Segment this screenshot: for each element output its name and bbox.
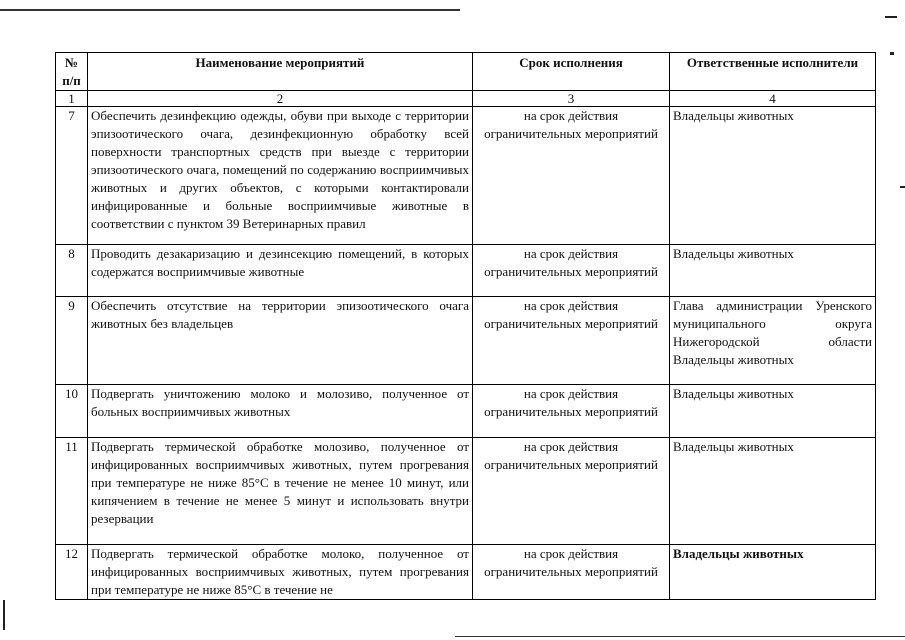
term-cell: на срок действия ограничительных мероприятий xyxy=(473,245,670,297)
measures-table xyxy=(55,52,876,600)
activity-cell: Подвергать термической обработке молозиво, полученное от инфицированных восприимчивых животных, путем прогревания при температуре не ниже 85°С в течение не менее 10 минут, или кипячением в течение не менее 5 минут и использовать внутри резервации xyxy=(88,438,473,545)
table-row xyxy=(56,297,876,385)
column-index-row xyxy=(56,91,876,107)
scan-speck-left xyxy=(3,600,5,630)
row-number: 10 xyxy=(56,385,88,438)
table-row xyxy=(56,107,876,245)
header-term: Срок исполнения xyxy=(473,53,670,91)
activity-cell: Подвергать термической обработке молоко, полученное от инфицированных восприимчивых животных, путем прогревания при температуре не ниже 85°С в течение не xyxy=(88,545,473,600)
activity-cell: Проводить дезакаризацию и дезинсекцию помещений, в которых содержатся восприимчивые животные xyxy=(88,245,473,297)
term-cell: на срок действия ограничительных мероприятий xyxy=(473,297,670,385)
table-row xyxy=(56,385,876,438)
scan-speck-right xyxy=(890,52,894,55)
header-num: № п/п xyxy=(56,53,88,91)
responsible-cell: Владельцы животных xyxy=(670,385,876,438)
responsible-cell: Владельцы животных xyxy=(670,107,876,245)
header-responsible: Ответственные исполнители xyxy=(670,53,876,91)
table-header-row xyxy=(56,53,876,91)
row-number: 8 xyxy=(56,245,88,297)
scan-speck-top xyxy=(885,16,897,18)
activity-cell: Обеспечить дезинфекцию одежды, обуви при выходе с территории эпизоотического очага, дезинфекционную обработку всей поверхности транспортных средств при выезде с территории эпизоотического очага, помещений по содержанию восприимчивых животных и других объектов, с которыми контактировали инфицированные и больные восприимчивые животные в соответствии с пунктом 39 Ветеринарных правил xyxy=(88,107,473,245)
column-index-cell: 1 xyxy=(56,91,88,107)
table-row xyxy=(56,545,876,600)
responsible-cell: Владельцы животных xyxy=(670,245,876,297)
responsible-line: Владельцы животных xyxy=(673,352,794,367)
column-index-cell: 2 xyxy=(88,91,473,107)
responsible-cell: Владельцы животных xyxy=(670,438,876,545)
term-cell: на срок действия ограничительных мероприятий xyxy=(473,438,670,545)
table-row xyxy=(56,438,876,545)
responsible-cell: Владельцы животных xyxy=(670,545,876,600)
responsible-cell xyxy=(670,297,876,385)
scan-speck-margin xyxy=(900,186,905,188)
column-index-cell: 3 xyxy=(473,91,670,107)
activity-cell: Обеспечить отсутствие на территории эпизоотического очага животных без владельцев xyxy=(88,297,473,385)
term-cell: на срок действия ограничительных мероприятий xyxy=(473,385,670,438)
term-cell: на срок действия ограничительных мероприятий xyxy=(473,545,670,600)
scan-edge-line-top xyxy=(0,9,460,11)
scan-edge-line-bottom xyxy=(455,636,905,637)
responsible-line: Глава администрации Уренского муниципального округа Нижегородской области xyxy=(673,298,872,349)
table-row xyxy=(56,245,876,297)
row-number: 9 xyxy=(56,297,88,385)
activity-cell: Подвергать уничтожению молоко и молозиво, полученное от больных восприимчивых животных xyxy=(88,385,473,438)
row-number: 11 xyxy=(56,438,88,545)
row-number: 7 xyxy=(56,107,88,245)
row-number: 12 xyxy=(56,545,88,600)
column-index-cell: 4 xyxy=(670,91,876,107)
header-activity: Наименование мероприятий xyxy=(88,53,473,91)
term-cell: на срок действия ограничительных мероприятий xyxy=(473,107,670,245)
